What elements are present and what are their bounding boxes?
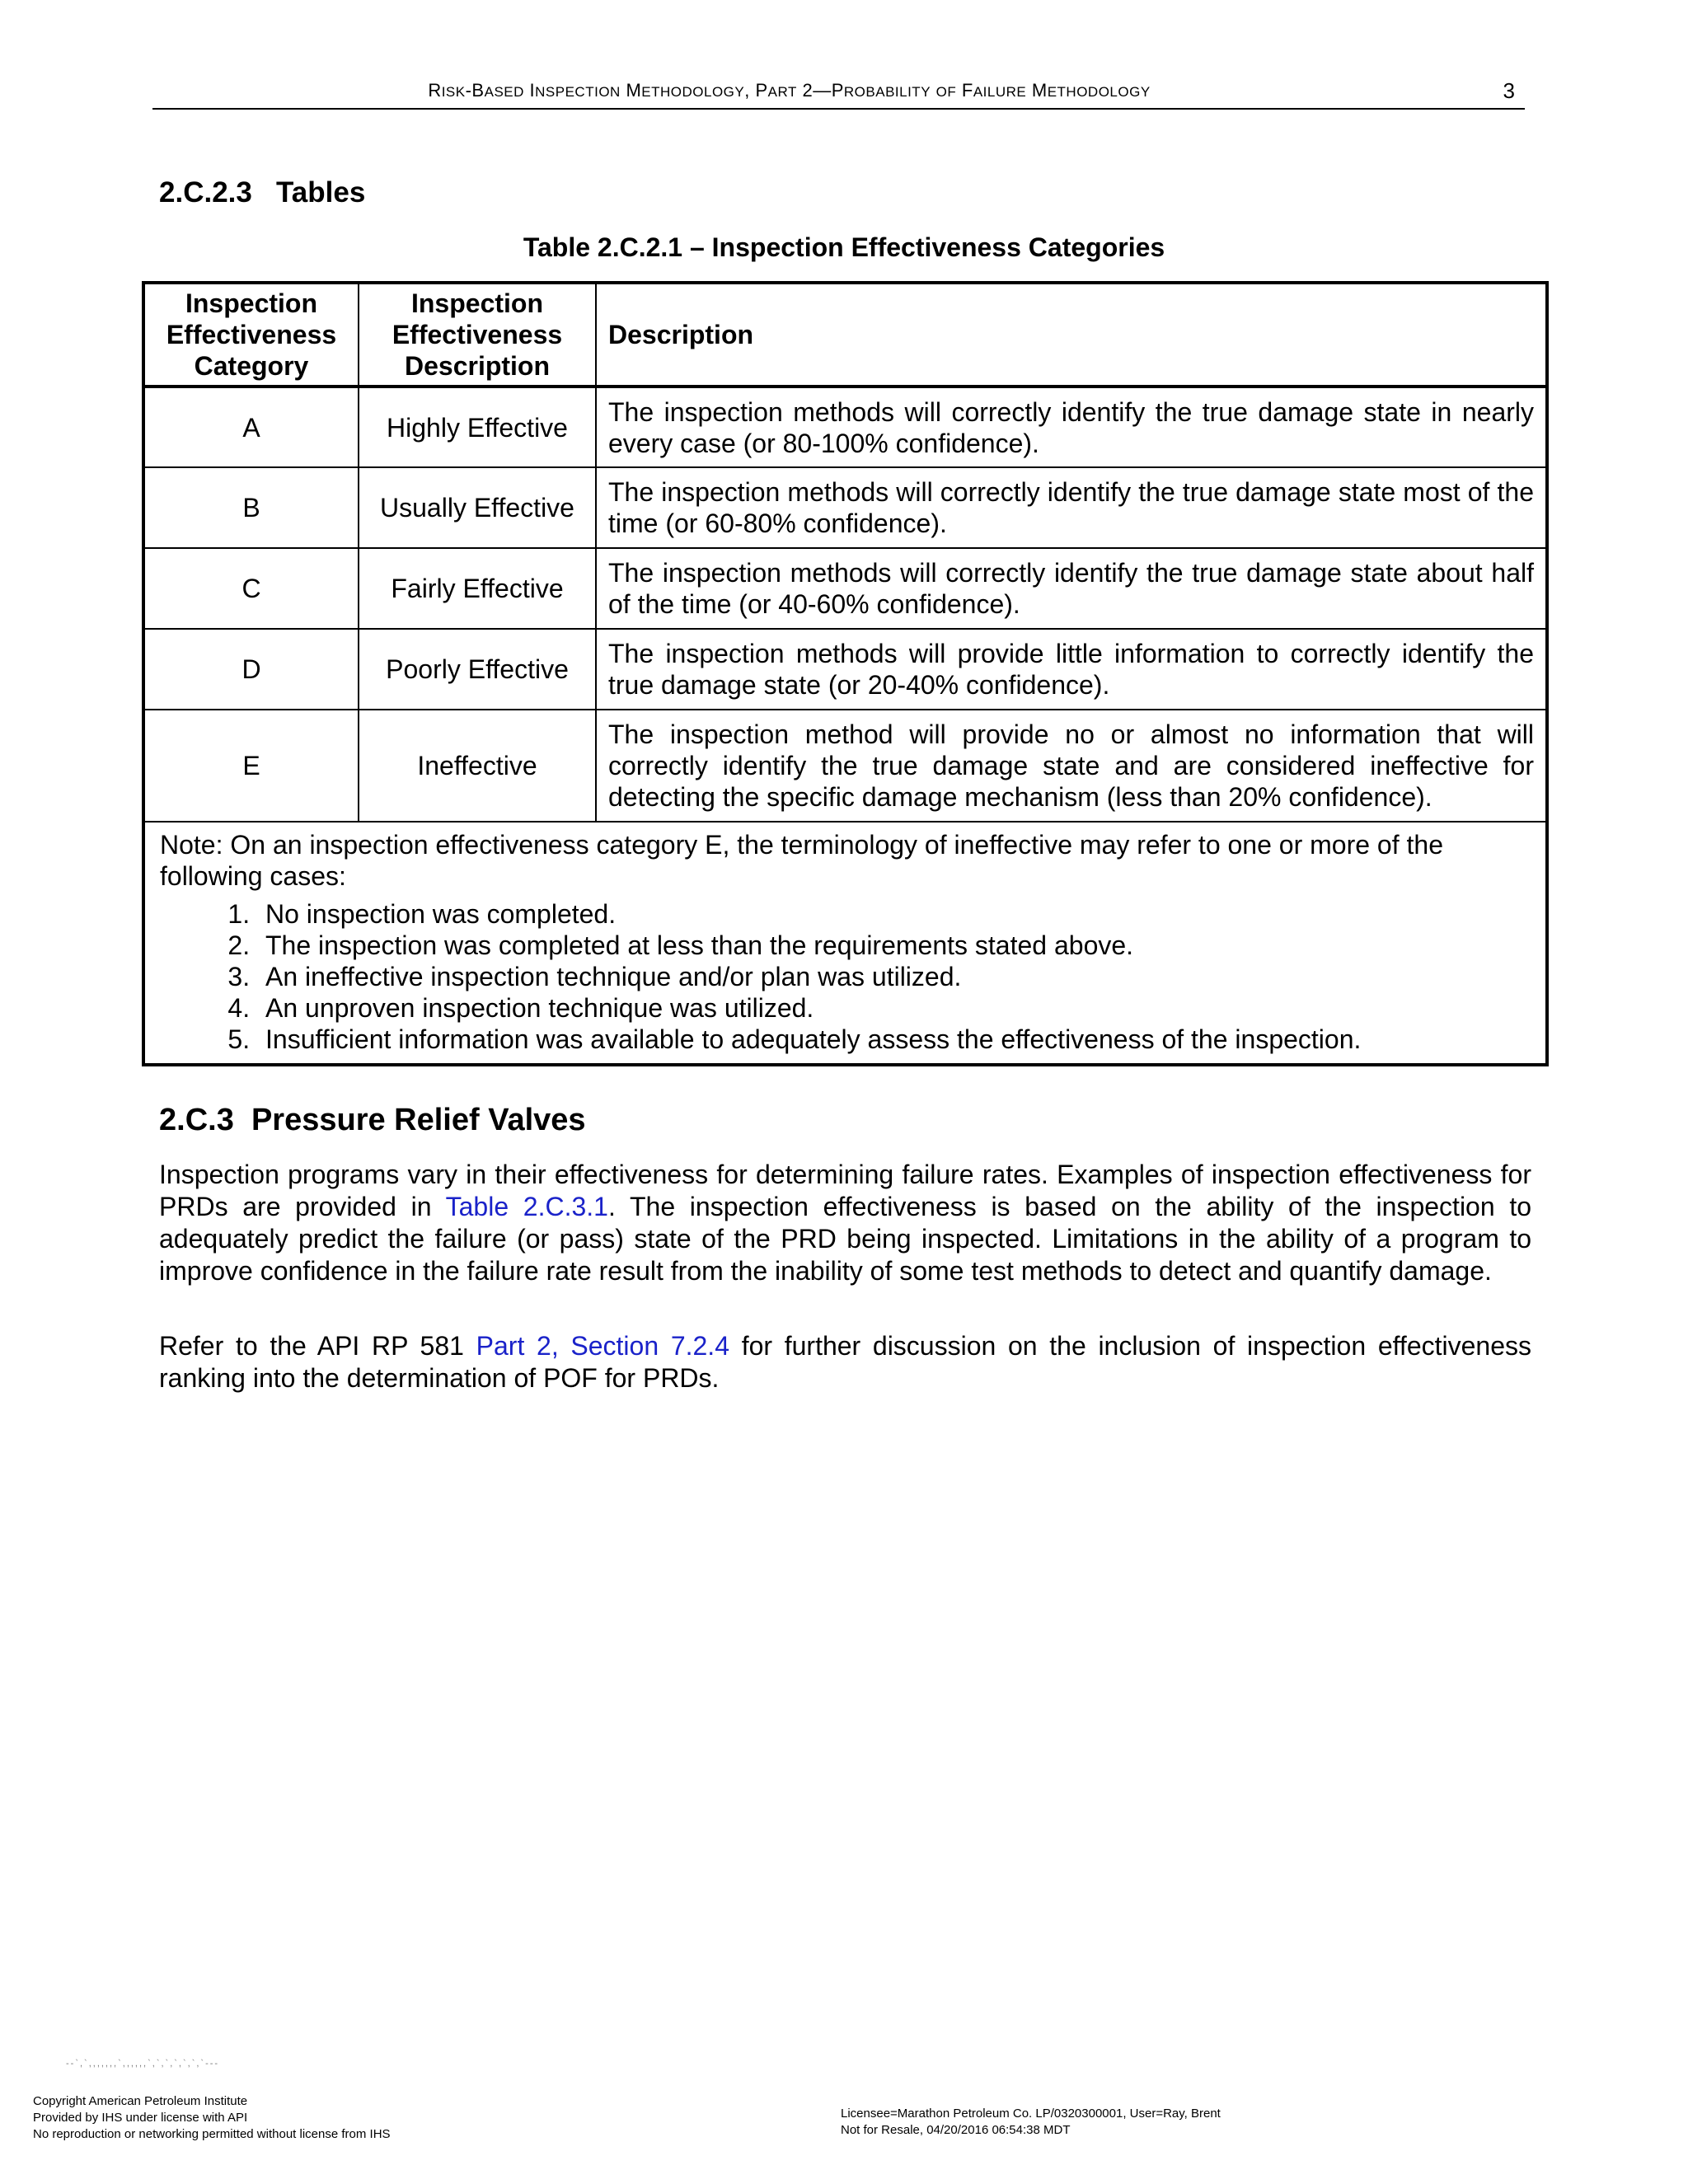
table-caption: Table 2.C.2.1 – Inspection Effectiveness Categories (523, 232, 1165, 262)
cell-effectiveness: Highly Effective (359, 387, 596, 467)
cell-category: B (143, 467, 359, 548)
table-note-row (143, 822, 1547, 1065)
header-description: Description (596, 283, 1547, 387)
paragraph-inspection-programs: Inspection programs vary in their effectiveness for determining failure rates. Examples of inspection effectiveness for PRDs are provided in Table 2.C.3.1. The inspection effectiveness is based on the ability of the inspection to adequately predict the failure (or pass) state of the PRD being inspected. Limitations in the ability of a program to improve confidence in the failure rate result from the inability of some test methods to detect and quantify damage. (159, 1160, 1532, 1286)
cell-effectiveness: Usually Effective (359, 467, 596, 548)
table-row (143, 467, 1547, 548)
table-row (143, 710, 1547, 822)
cell-category: D (143, 629, 359, 710)
table-row (143, 548, 1547, 629)
table-note (143, 822, 1547, 1065)
cell-category: A (143, 387, 359, 467)
inspection-effectiveness-table (142, 281, 1549, 1066)
header-effectiveness-description: Inspection Effectiveness Description (359, 283, 596, 387)
table-row (143, 629, 1547, 710)
note-list (160, 898, 1531, 1055)
link-table-2c31[interactable]: Table 2.C.3.1 (445, 1192, 608, 1221)
list-item: 5. Insufficient information was available to adequately assess the effectiveness of the inspection. (257, 1024, 1531, 1055)
footer-licensee: Licensee=Marathon Petroleum Co. LP/0320300001, User=Ray, Brent Not for Resale, 04/20/2016 06:54:38 MDT (841, 2107, 1221, 2137)
cell-description: The inspection methods will correctly identify the true damage state about half of the time (or 40-60% confidence). (596, 548, 1547, 629)
cell-description: The inspection method will provide no or almost no information that will correctly identify the true damage state and are considered ineffective for detecting the specific damage mechanism (less than 20% confidence). (596, 710, 1547, 822)
cell-effectiveness: Poorly Effective (359, 629, 596, 710)
section-heading-prv: 2.C.3 Pressure Relief Valves (159, 1103, 586, 1137)
cell-category: E (143, 710, 359, 822)
running-header (152, 78, 1525, 110)
cell-effectiveness: Ineffective (359, 710, 596, 822)
header-category: Inspection Effectiveness Category (143, 283, 359, 387)
table-header-row (143, 283, 1547, 387)
section-heading: 2.C.2.3 Tables (159, 176, 366, 209)
footer-copyright: Copyright American Petroleum Institute Provided by IHS under license with API No reproduction or networking permitted without license from IHS (33, 2094, 391, 2141)
running-header-title: RISK-BASED INSPECTION METHODOLOGY, PART 2—PROBABILITY OF FAILURE METHODOLOGY (428, 80, 1151, 101)
list-item: 1. No inspection was completed. (257, 898, 1531, 930)
list-item: 4. An unproven inspection technique was utilized. (257, 992, 1531, 1024)
watermark-scribble: --`,`,,,,,,,`,,,,,,`,`,`,`,`,`,`--- (66, 2059, 220, 2069)
cell-description: The inspection methods will correctly identify the true damage state most of the time (or 60-80% confidence). (596, 467, 1547, 548)
note-intro: Note: On an inspection effectiveness category E, the terminology of ineffective may refer to one or more of the following cases: (160, 830, 1443, 891)
cell-description: The inspection methods will correctly identify the true damage state in nearly every case (or 80-100% confidence). (596, 387, 1547, 467)
page-number: 3 (1503, 78, 1515, 103)
cell-effectiveness: Fairly Effective (359, 548, 596, 629)
cell-category: C (143, 548, 359, 629)
cell-description: The inspection methods will provide little information to correctly identify the true damage state (or 20-40% confidence). (596, 629, 1547, 710)
link-part2-section-724[interactable]: Part 2, Section 7.2.4 (476, 1331, 729, 1361)
list-item: 3. An ineffective inspection technique and/or plan was utilized. (257, 961, 1531, 992)
list-item: 2. The inspection was completed at less than the requirements stated above. (257, 930, 1531, 961)
table-row (143, 387, 1547, 467)
paragraph-refer-api: Refer to the API RP 581 Part 2, Section 7.2.4 for further discussion on the inclusion of inspection effectiveness ranking into the determination of POF for PRDs. (159, 1331, 1532, 1393)
